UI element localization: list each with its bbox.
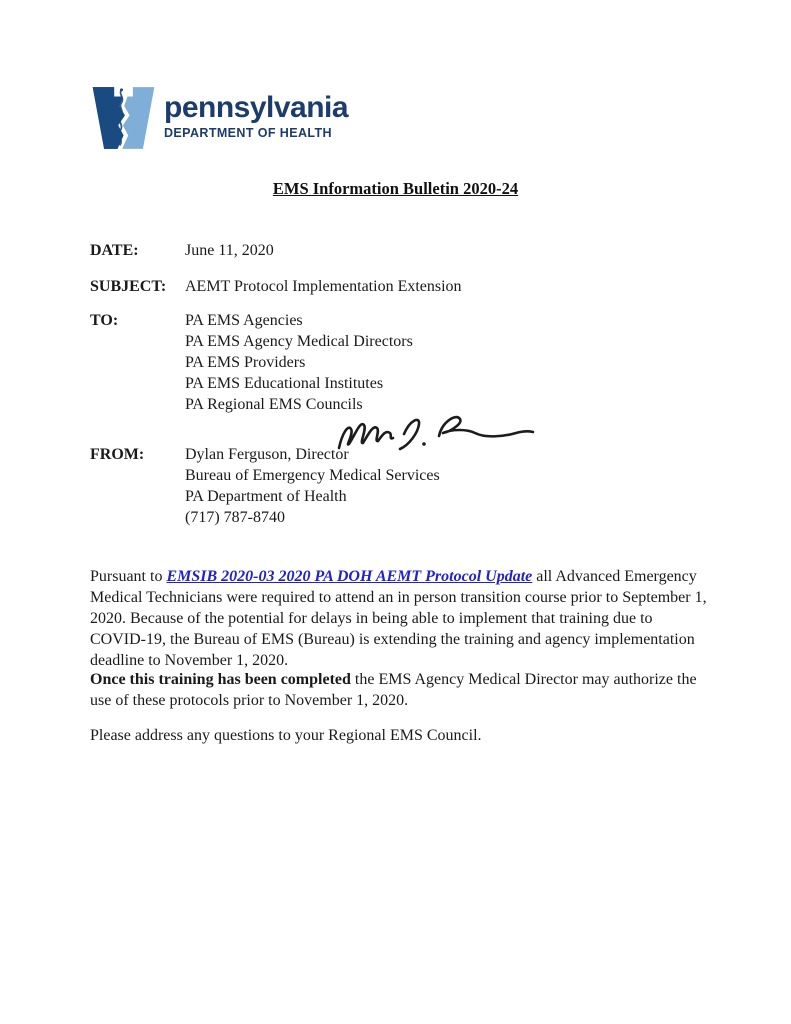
logo-subtitle: DEPARTMENT OF HEALTH	[164, 126, 332, 140]
from-line: Dylan Ferguson, Director	[185, 446, 349, 463]
para2-bold-lead: Once this training has been completed	[90, 671, 351, 688]
date-row	[90, 240, 730, 261]
from-label: FROM:	[90, 446, 145, 463]
logo-wordmark: pennsylvania	[164, 91, 349, 124]
subject-value: AEMT Protocol Implementation Extension	[185, 278, 462, 295]
para1-suffix: all Advanced Emergency Medical Technicians were required to attend an in person transition course prior to September 1, 2020. Because of the potential for delays in being able to implement that training due to COVID-19, the Bureau of EMS (Bureau) is extending the training and agency implementation deadline to November 1, 2020.	[90, 568, 707, 669]
para2-rest: the EMS Agency Medical Director may authorize the use of these protocols prior to November 1, 2020.	[90, 671, 697, 709]
keystone-caduceus-icon	[90, 84, 157, 152]
body-paragraph-3: Please address any questions to your Regional EMS Council.	[90, 727, 482, 744]
date-label: DATE:	[90, 242, 139, 259]
from-line: PA Department of Health	[185, 488, 347, 505]
subject-label: SUBJECT:	[90, 278, 167, 295]
to-recipient: PA Regional EMS Councils	[185, 396, 363, 413]
from-row	[90, 444, 730, 528]
bulletin-title: EMS Information Bulletin 2020-24	[272, 179, 519, 198]
from-line: (717) 787-8740	[185, 509, 285, 526]
para1-prefix: Pursuant to	[90, 568, 167, 585]
to-recipient-list	[185, 310, 730, 415]
from-block	[185, 444, 730, 528]
pa-doh-logo	[90, 84, 348, 152]
body-paragraph-2	[90, 669, 708, 711]
logo-text-block	[164, 84, 348, 140]
emsib-protocol-update-link[interactable]: EMSIB 2020-03 2020 PA DOH AEMT Protocol Update	[166, 568, 533, 585]
to-label: TO:	[90, 312, 119, 329]
subject-row	[90, 276, 730, 297]
date-value: June 11, 2020	[185, 242, 274, 259]
to-recipient: PA EMS Providers	[185, 354, 306, 371]
body-paragraph-1	[90, 566, 708, 671]
to-row	[90, 310, 730, 415]
to-recipient: PA EMS Agencies	[185, 312, 303, 329]
to-recipient: PA EMS Agency Medical Directors	[185, 333, 413, 350]
to-recipient: PA EMS Educational Institutes	[185, 375, 384, 392]
from-line: Bureau of Emergency Medical Services	[185, 467, 440, 484]
